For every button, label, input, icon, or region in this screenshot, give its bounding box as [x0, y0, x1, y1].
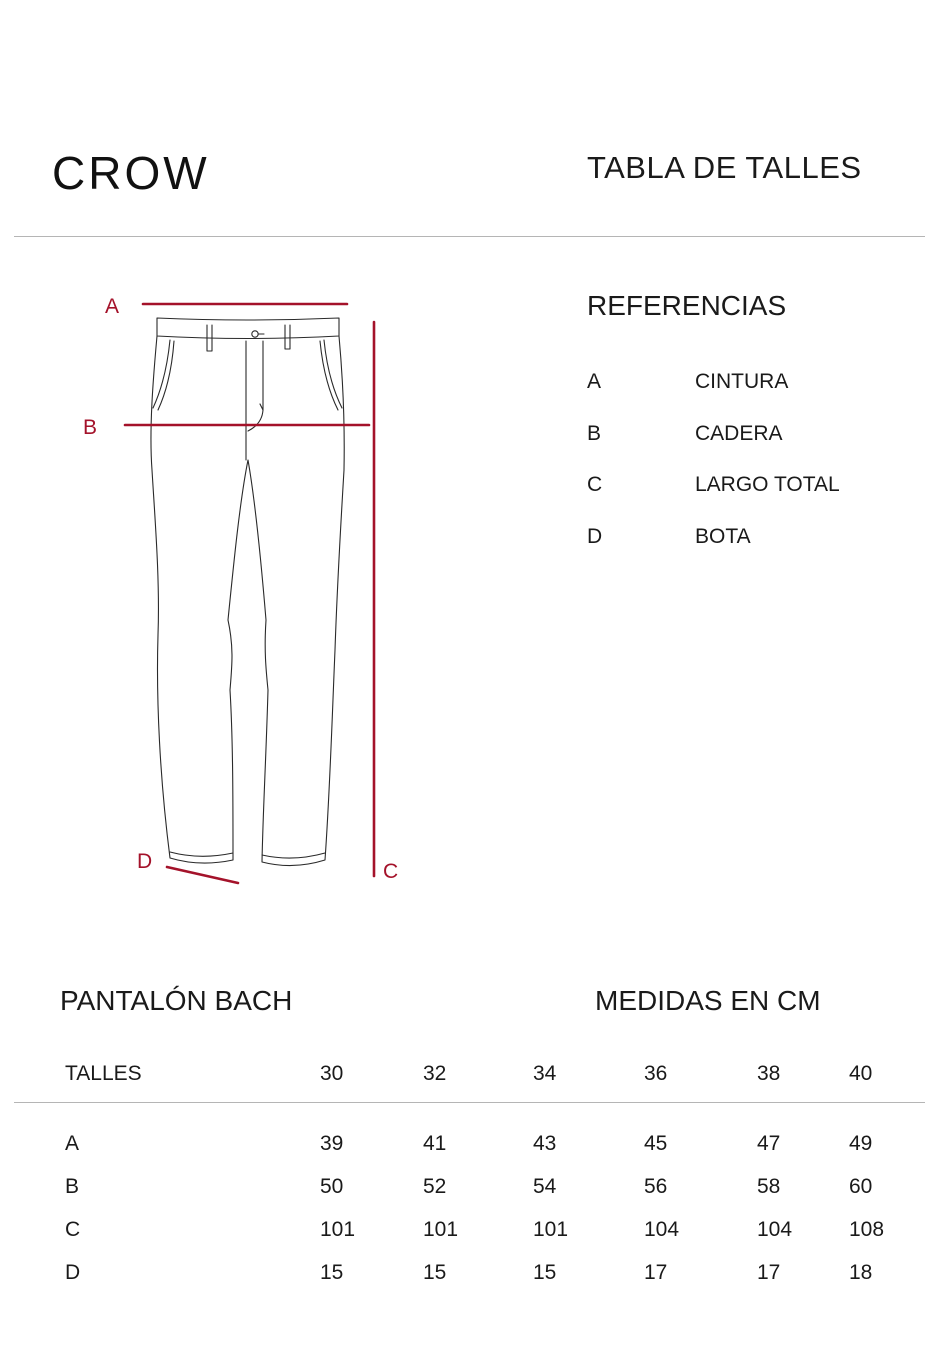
- table-cell: 56: [644, 1175, 668, 1198]
- reference-item: [587, 525, 907, 551]
- measure-line-d: [167, 867, 238, 883]
- size-header: 40: [849, 1062, 873, 1085]
- table-cell: 101: [533, 1218, 569, 1241]
- row-label: C: [65, 1218, 81, 1241]
- row-label: D: [65, 1261, 81, 1284]
- size-header: 32: [423, 1062, 447, 1085]
- marker-a: A: [105, 295, 120, 318]
- row-label: B: [65, 1175, 80, 1198]
- marker-d: D: [137, 850, 153, 873]
- table-cell: 101: [320, 1218, 356, 1241]
- table-cell: 101: [423, 1218, 459, 1241]
- reference-key: D: [587, 525, 603, 548]
- units-label: MEDIDAS EN CM: [595, 985, 821, 1016]
- table-cell: 45: [644, 1132, 668, 1155]
- table-cell: 58: [757, 1175, 781, 1198]
- page-title: TABLA DE TALLES: [587, 150, 862, 185]
- reference-key: A: [587, 370, 602, 393]
- reference-item: [587, 473, 907, 499]
- marker-b: B: [83, 416, 98, 439]
- table-cell: 41: [423, 1132, 447, 1155]
- brand-logo: CROW: [52, 147, 210, 199]
- table-cell: 60: [849, 1175, 873, 1198]
- size-header: 34: [533, 1062, 557, 1085]
- table-cell: 39: [320, 1132, 344, 1155]
- table-cell: 49: [849, 1132, 873, 1155]
- reference-key: B: [587, 422, 602, 445]
- reference-label: BOTA: [695, 525, 751, 548]
- table-cell: 17: [644, 1261, 668, 1284]
- marker-c: C: [383, 860, 399, 883]
- table-cell: 108: [849, 1218, 885, 1241]
- reference-key: C: [587, 473, 603, 496]
- size-header: 36: [644, 1062, 668, 1085]
- table-divider: [14, 1102, 925, 1103]
- pants-outline-icon: [151, 318, 344, 866]
- table-header-label: TALLES: [65, 1062, 142, 1085]
- table-cell: 17: [757, 1261, 781, 1284]
- table-cell: 50: [320, 1175, 344, 1198]
- references-title: REFERENCIAS: [587, 290, 787, 321]
- reference-label: LARGO TOTAL: [695, 473, 840, 496]
- size-header: 38: [757, 1062, 781, 1085]
- table-cell: 18: [849, 1261, 873, 1284]
- product-name: PANTALÓN BACH: [60, 985, 293, 1016]
- reference-label: CADERA: [695, 422, 783, 445]
- table-cell: 47: [757, 1132, 781, 1155]
- table-cell: 104: [644, 1218, 680, 1241]
- measure-lines: [125, 304, 374, 883]
- table-cell: 52: [423, 1175, 447, 1198]
- table-cell: 15: [320, 1261, 344, 1284]
- table-cell: 104: [757, 1218, 793, 1241]
- reference-item: [587, 422, 907, 448]
- table-cell: 15: [533, 1261, 557, 1284]
- table-cell: 54: [533, 1175, 557, 1198]
- reference-label: CINTURA: [695, 370, 789, 393]
- table-cell: 43: [533, 1132, 557, 1155]
- reference-item: [587, 370, 907, 396]
- table-cell: 15: [423, 1261, 447, 1284]
- size-header: 30: [320, 1062, 344, 1085]
- row-label: A: [65, 1132, 80, 1155]
